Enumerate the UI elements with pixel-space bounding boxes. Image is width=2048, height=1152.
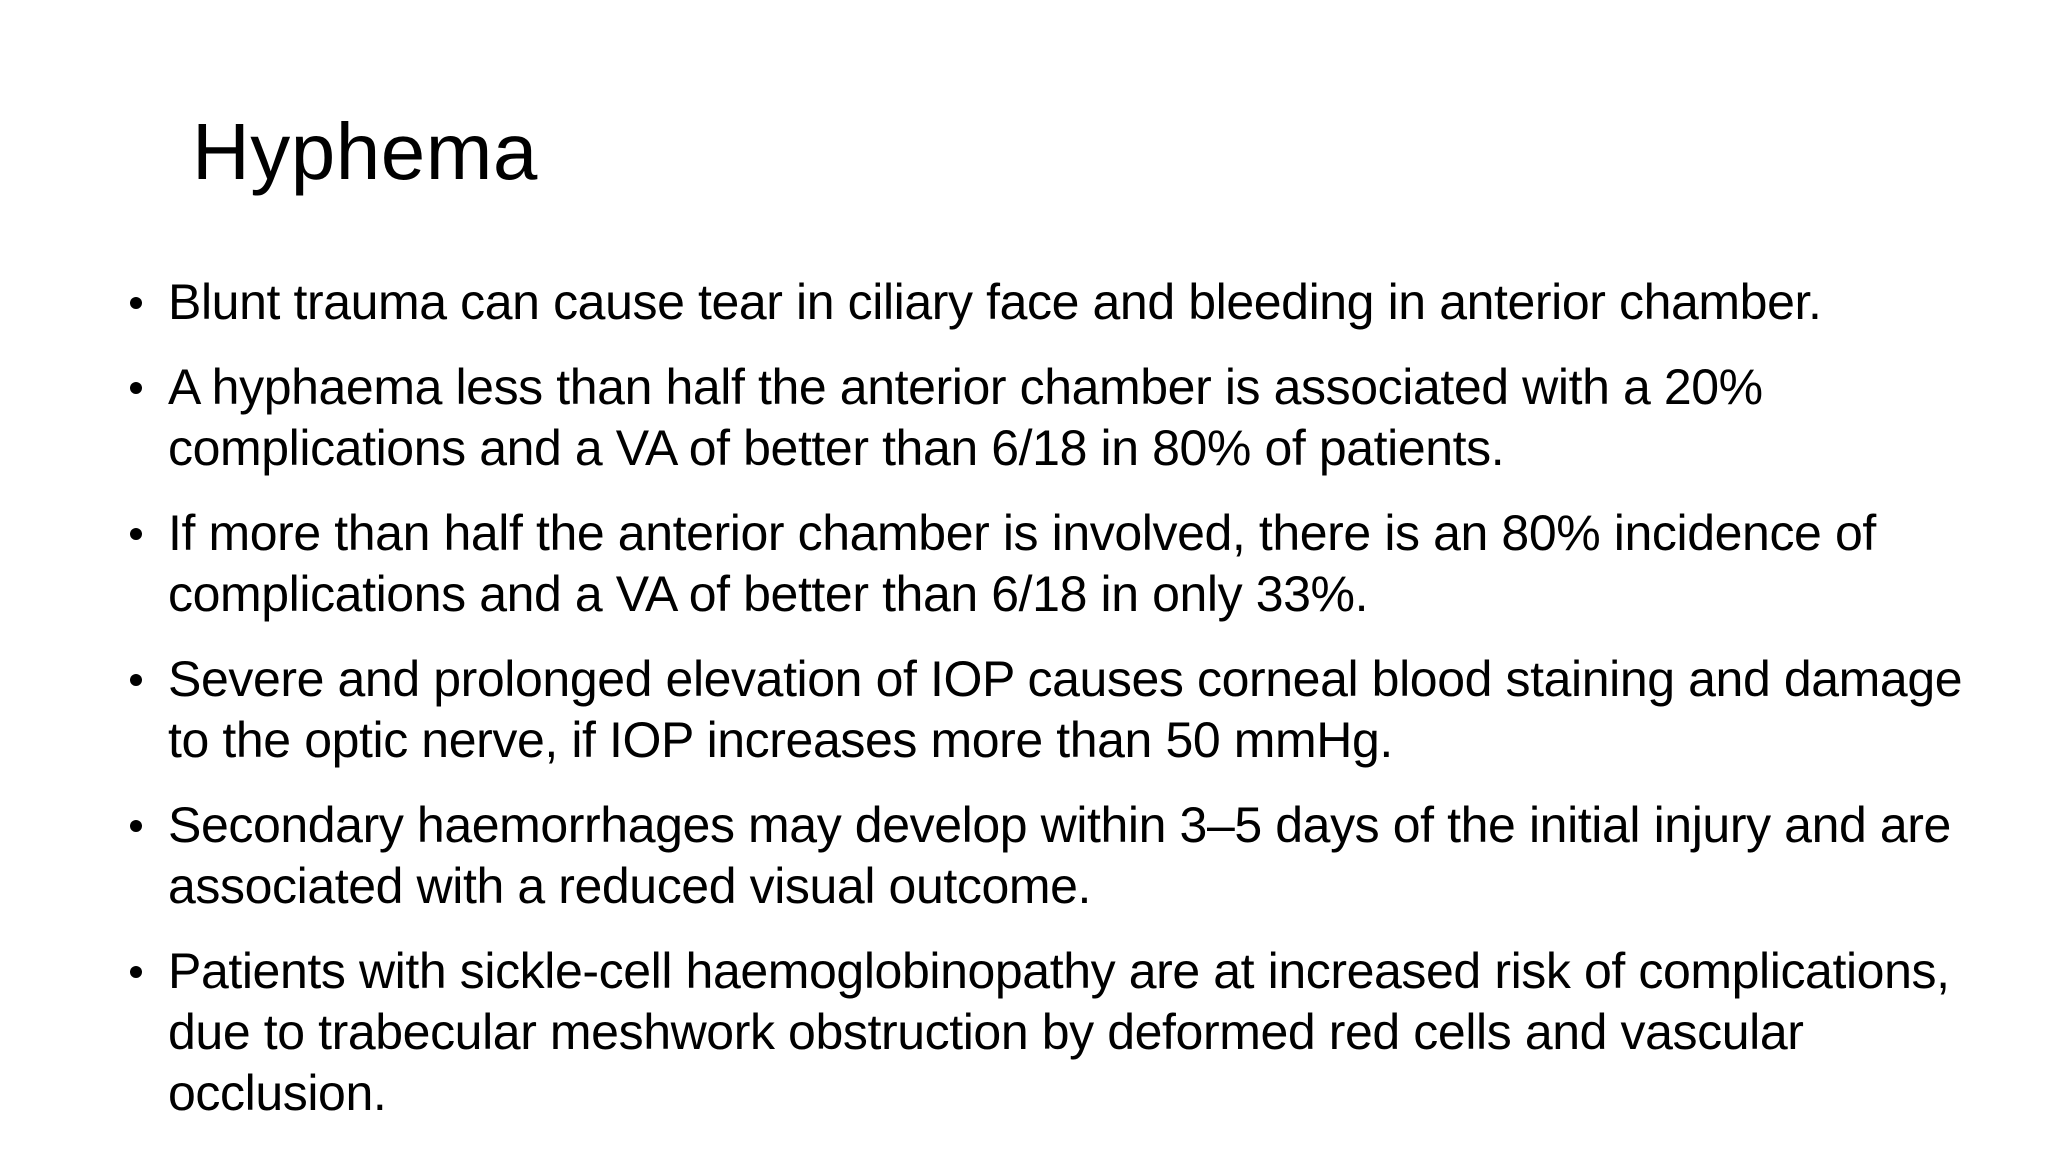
slide-title: Hyphema	[192, 107, 538, 196]
bullet-item: Patients with sickle-cell haemoglobinopathy are at increased risk of complications, due to trabecular meshwork obstruction by deformed red cells and vascular occlusion.	[126, 941, 1986, 1124]
bullet-list	[126, 272, 1986, 1148]
bullet-item: Blunt trauma can cause tear in ciliary face and bleeding in anterior chamber.	[126, 272, 1986, 333]
bullet-item: If more than half the anterior chamber is involved, there is an 80% incidence of complications and a VA of better than 6/18 in only 33%.	[126, 503, 1986, 625]
bullet-item: A hyphaema less than half the anterior chamber is associated with a 20% complications and a VA of better than 6/18 in 80% of patients.	[126, 357, 1986, 479]
bullet-item: Secondary haemorrhages may develop within 3–5 days of the initial injury and are associated with a reduced visual outcome.	[126, 795, 1986, 917]
bullet-item: Severe and prolonged elevation of IOP causes corneal blood staining and damage to the optic nerve, if IOP increases more than 50 mmHg.	[126, 649, 1986, 771]
